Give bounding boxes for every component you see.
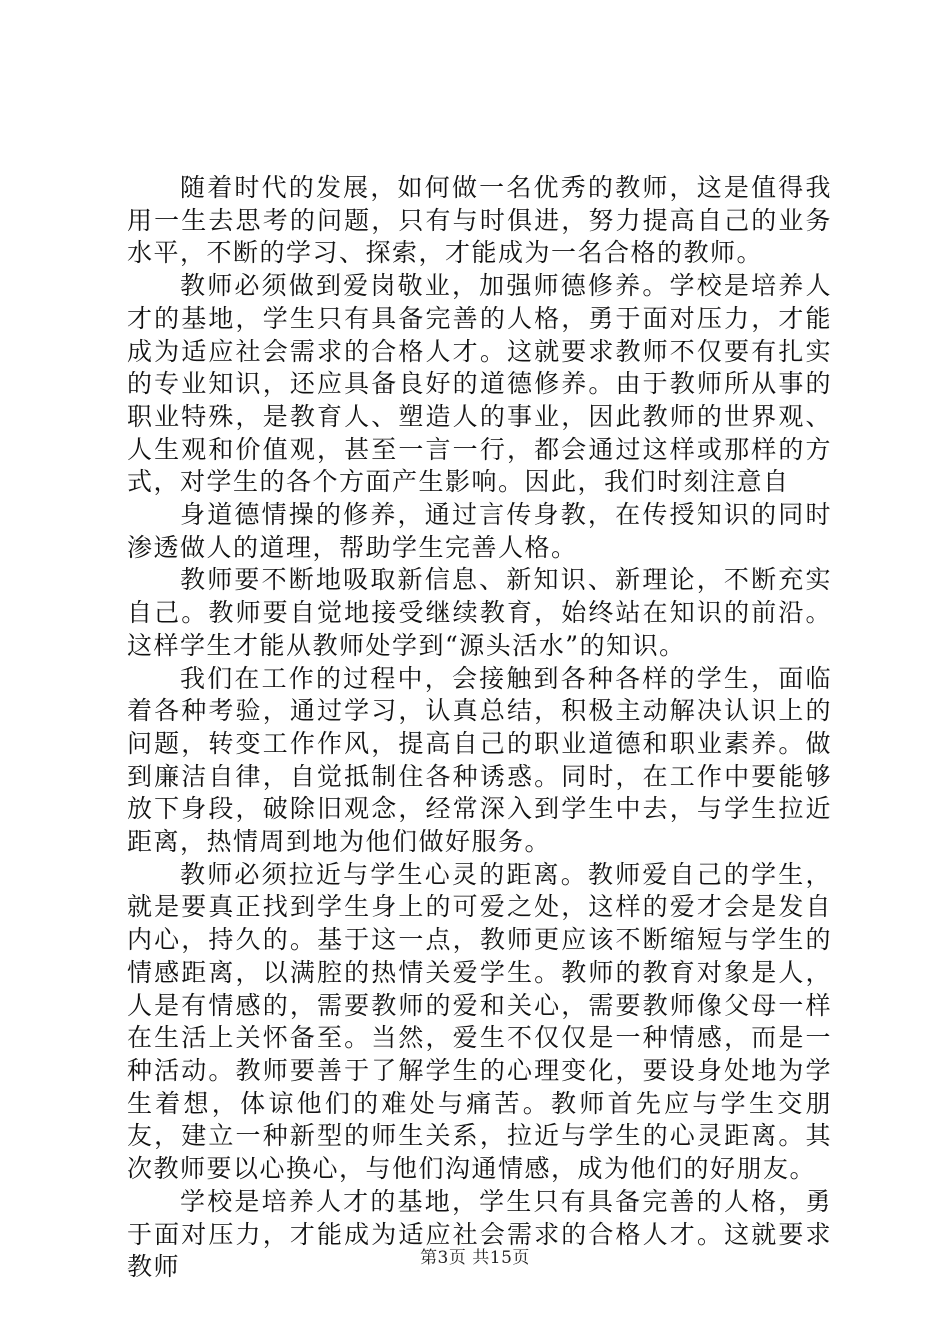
paragraph-6: 教师必须拉近与学生心灵的距离。教师爱自己的学生，就是要真正找到学生身上的可爱之处，这样的爱才会是发自内心，持久的。基于这一点，教师更应该不断缩短与学生的情感距离，以满腔的热情关爱学生。教师的教育对象是人，人是有情感的，需要教师的爱和关心，需要教师像父母一样在生活上关怀备至。当然，爱生不仅仅是一种情感，而是一种活动。教师要善于了解学生的心理变化，要设身处地为学生着想，体谅他们的难处与痛苦。教师首先应与学生交朋友，建立一种新型的师生关系，拉近与学生的心灵距离。其次教师要以心换心，与他们沟通情感，成为他们的好朋友。 <box>127 859 832 1184</box>
paragraph-4: 教师要不断地吸取新信息、新知识、新理论，不断充实自己。教师要自觉地接受继续教育，始终站在知识的前沿。这样学生才能从教师处学到“源头活水”的知识。 <box>127 565 832 660</box>
paragraph-3: 身道德情操的修养，通过言传身教，在传授知识的同时渗透做人的道理，帮助学生完善人格。 <box>127 500 832 562</box>
paragraph-2: 教师必须做到爱岗敬业，加强师德修养。学校是培养人才的基地，学生只有具备完善的人格，勇于面对压力，才能成为适应社会需求的合格人才。这就要求教师不仅要有扎实的专业知识，还应具备良好的道德修养。由于教师所从事的职业特殊，是教育人、塑造人的事业，因此教师的世界观、人生观和价值观，甚至一言一行，都会通过这样或那样的方式，对学生的各个方面产生影响。因此，我们时刻注意自 <box>127 271 832 497</box>
paragraph-1: 随着时代的发展，如何做一名优秀的教师，这是值得我用一生去思考的问题，只有与时俱进，努力提高自己的业务水平，不断的学习、探索，才能成为一名合格的教师。 <box>127 173 832 268</box>
document-body <box>127 172 832 1284</box>
page-number-footer: 第3页 共15页 <box>420 1248 530 1268</box>
paragraph-5: 我们在工作的过程中，会接触到各种各样的学生，面临着各种考验，通过学习，认真总结，积极主动解决认识上的问题，转变工作作风，提高自己的职业道德和职业素养。做到廉洁自律，自觉抵制住各种诱惑。同时，在工作中要能够放下身段，破除旧观念，经常深入到学生中去，与学生拉近距离，热情周到地为他们做好服务。 <box>127 663 832 857</box>
paragraph-7: 学校是培养人才的基地，学生只有具备完善的人格，勇于面对压力，才能成为适应社会需求的合格人才。这就要求教师 <box>127 1186 832 1282</box>
